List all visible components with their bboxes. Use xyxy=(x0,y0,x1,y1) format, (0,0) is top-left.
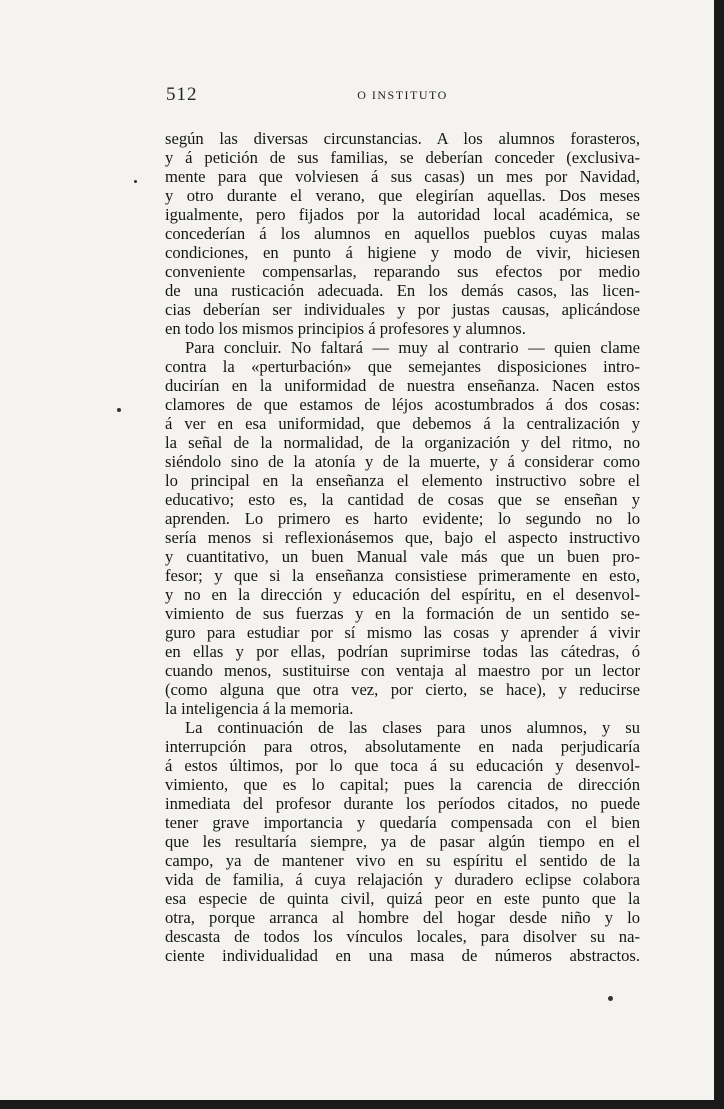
text-line: aprenden. Lo primero es harto evidente; lo segundo no lo xyxy=(165,509,640,528)
text-line: La continuación de las clases para unos alumnos, y su xyxy=(185,718,640,737)
text-line: según las diversas circunstancias. A los alumnos forasteros, xyxy=(165,129,640,148)
text-line: vimiento, que es lo capital; pues la carencia de dirección xyxy=(165,775,640,794)
body-text xyxy=(165,129,640,965)
text-line: fesor; y que si la enseñanza consistiese primeramente en esto, xyxy=(165,566,640,585)
text-line: sería menos si reflexionásemos que, bajo el aspecto instructivo xyxy=(165,528,640,547)
text-line: esa especie de quinta civil, quizá peor en este punto que la xyxy=(165,889,640,908)
text-line: y no en la dirección y educación del espíritu, en el desenvol- xyxy=(165,585,640,604)
text-line: descasta de todos los vínculos locales, para disolver su na- xyxy=(165,927,640,946)
text-line: y cuantitativo, un buen Manual vale más que un buen pro- xyxy=(165,547,640,566)
text-line: á ver en esa uniformidad, que debemos á la centralización y xyxy=(165,414,640,433)
page-number: 512 xyxy=(166,84,198,105)
text-line: cias deberían ser individuales y por justas causas, aplicándose xyxy=(165,300,640,319)
text-line: vida de familia, á cuya relajación y duradero eclipse colabora xyxy=(165,870,640,889)
text-line: inmediata del profesor durante los períodos citados, no puede xyxy=(165,794,640,813)
text-line: igualmente, pero fijados por la autoridad local académica, se xyxy=(165,205,640,224)
text-line: concederían á los alumnos en aquellos pueblos cuyas malas xyxy=(165,224,640,243)
text-line: cuando menos, sustituirse con ventaja al maestro por un lector xyxy=(165,661,640,680)
text-line: y otro durante el verano, que elegirían aquellas. Dos meses xyxy=(165,186,640,205)
text-line: ciente individualidad en una masa de números abstractos. xyxy=(165,946,640,965)
text-line: contra la «perturbación» que semejantes disposiciones intro- xyxy=(165,357,640,376)
text-line: ducirían en la uniformidad de nuestra enseñanza. Nacen estos xyxy=(165,376,640,395)
text-line: interrupción para otros, absolutamente en nada perjudicaría xyxy=(165,737,640,756)
text-line: y á petición de sus familias, se deberían conceder (exclusiva- xyxy=(165,148,640,167)
page-header xyxy=(166,84,639,106)
text-line: (como alguna que otra vez, por cierto, se hace), y reducirse xyxy=(165,680,640,699)
text-line: siéndolo sino de la atonía y de la muerte, y á considerar como xyxy=(165,452,640,471)
text-line: en todo los mismos principios á profesores y alumnos. xyxy=(165,319,526,338)
text-line: lo principal en la enseñanza el elemento instructivo sobre el xyxy=(165,471,640,490)
running-head: O INSTITUTO xyxy=(357,88,448,102)
text-line: mente para que volviesen á sus casas) un mes por Navidad, xyxy=(165,167,640,186)
text-line: á estos últimos, por lo que toca á su educación y desenvol- xyxy=(165,756,640,775)
text-line: guro para estudiar por sí mismo las cosas y aprender á vivir xyxy=(165,623,640,642)
text-line: que les resultaría siempre, ya de pasar algún tiempo en el xyxy=(165,832,640,851)
text-line: tener grave importancia y quedaría compensada con el bien xyxy=(165,813,640,832)
text-line: en ellas y por ellas, podrían suprimirse todas las cátedras, ó xyxy=(165,642,640,661)
text-line: Para concluir. No faltará — muy al contrario — quien clame xyxy=(185,338,640,357)
text-line: clamores de que estamos de léjos acostumbrados á dos cosas: xyxy=(165,395,640,414)
text-line: condiciones, en punto á higiene y modo de vivir, hiciesen xyxy=(165,243,640,262)
text-line: la inteligencia á la memoria. xyxy=(165,699,354,718)
ink-speck xyxy=(134,180,137,183)
text-line: conveniente compensarlas, reparando sus efectos por medio xyxy=(165,262,640,281)
text-line: de una rusticación adecuada. En los demás casos, las licen- xyxy=(165,281,640,300)
text-line: vimiento de sus fuerzas y en la formación de un sentido se- xyxy=(165,604,640,623)
text-line: educativo; esto es, la cantidad de cosas que se enseñan y xyxy=(165,490,640,509)
ink-speck xyxy=(608,996,613,1001)
text-line: otra, porque arranca al hombre del hogar desde niño y lo xyxy=(165,908,640,927)
text-line: la señal de la normalidad, de la organización y del ritmo, no xyxy=(165,433,640,452)
ink-speck xyxy=(117,408,121,412)
text-line: campo, ya de mantener vivo en su espíritu el sentido de la xyxy=(165,851,640,870)
